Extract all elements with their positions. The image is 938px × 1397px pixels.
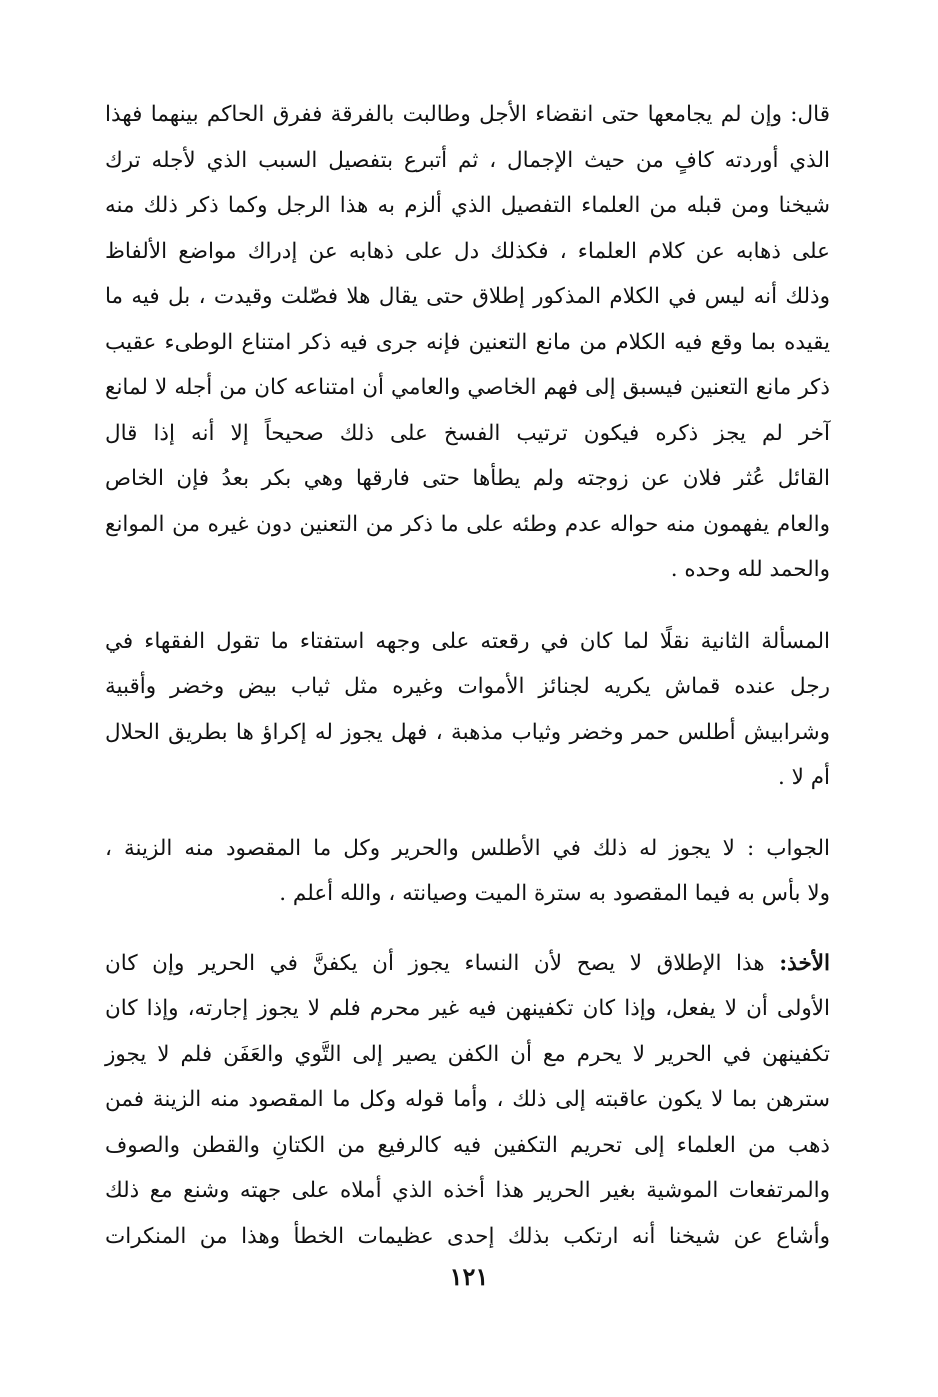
text-line: يقيده بما وقع فيه الكلام من مانع التعنين فإنه جرى فيه ذكر امتناع الوطىء عقيب (105, 329, 830, 355)
text-line: ذهب من العلماء إلى تحريم التكفين فيه كالرفيع من الكتانِ والقطن والصوف (105, 1132, 830, 1158)
lead-word: الأخذ: (779, 950, 830, 976)
text-line: الذي أوردته كافٍ من حيث الإجمال ، ثم أتبرع بتفصيل السبب الذي لأجله ترك (105, 147, 830, 173)
text-line: والعام يفهمون منه حواله عدم وطئه على ما ذكر من التعنين دون غيره من الموانع (105, 511, 830, 537)
text-line: تكفينهن في الحرير لا يحرم مع أن الكفن يصير إلى التَّوي والعَفَن فلم لا يجوز (105, 1041, 830, 1067)
text-line: القائل عُثر فلان عن زوجته ولم يطأها حتى فارقها وهي بكر بعدُ فإن الخاص (105, 466, 830, 491)
text-line: ولا بأس به فيما المقصود به سترة الميت وصيانته ، والله أعلم . (279, 881, 830, 906)
page-body (105, 92, 830, 1259)
text-line: على ذهابه عن كلام العلماء ، فكذلك دل على ذهابه عن إدراك مواضع الألفاظ (105, 238, 830, 264)
text-line: وذلك أنه ليس في الكلام المذكور إطلاق حتى يقال هلا فصّلت وقيدت ، بل فيه ما (105, 284, 830, 309)
text-line: والمرتفعات الموشية بغير الحرير هذا أخذه الذي أملاه على جهته وشنع مع ذلك (105, 1178, 830, 1203)
page-number: ١٢١ (449, 1262, 489, 1291)
text-line: سترهن بما لا يكون عاقبته إلى ذلك ، وأما قوله وكل ما المقصود منه الزينة فمن (105, 1087, 830, 1112)
text-line-content: هذا الإطلاق لا يصح لأن النساء يجوز أن يكفنَّ في الحرير وإن كان (105, 950, 765, 976)
text-line: أم لا . (777, 765, 830, 790)
text-line: وأشاع عن شيخنا أنه ارتكب بذلك إحدى عظيمات الخطأ وهذا من المنكرات (105, 1223, 830, 1249)
text-line: قال: وإن لم يجامعها حتى انقضاء الأجل وطالبت بالفرقة ففرق الحاكم بينهما فهذا (105, 102, 830, 127)
text-line: الأولى أن لا يفعل، وإذا كان تكفينهن فيه غير محرم فلم لا يجوز إجارته، وإذا كان (105, 996, 830, 1021)
text-line: وشرابيش أطلس حمر وخضر وثياب مذهبة ، فهل يجوز له إكراؤ ها بطريق الحلال (105, 719, 830, 745)
text-line: والحمد لله وحده . (670, 557, 830, 582)
text-line: ذكر مانع التعنين فيسبق إلى فهم الخاصي والعامي أن امتناعه كان من أجله لا لمانع (105, 375, 830, 400)
paragraph-4 (105, 941, 830, 1260)
text-line (105, 941, 830, 987)
text-line: رجل عنده قماش يكريه لجنائز الأموات وغيره مثل ثياب بيض وخضر وأقبية (105, 674, 830, 699)
paragraph-3 (105, 826, 830, 917)
paragraph-2 (105, 619, 830, 801)
text-line: المسألة الثانية نقلًا لما كان في رقعته على وجهه استفتاء ما تقول الفقهاء في (105, 628, 830, 654)
paragraph-1 (105, 92, 830, 593)
text-line: الجواب : لا يجوز له ذلك في الأطلس والحرير وكل ما المقصود منه الزينة ، (105, 835, 830, 861)
text-line: شيخنا ومن قبله من العلماء التفصيل الذي ألزم به هذا الرجل وكما ذكر ذلك منه (105, 193, 830, 218)
text-line: آخر لم يجز ذكره فيكون ترتيب الفسخ على ذلك صحيحاً إلا أنه إذا قال (105, 420, 830, 446)
